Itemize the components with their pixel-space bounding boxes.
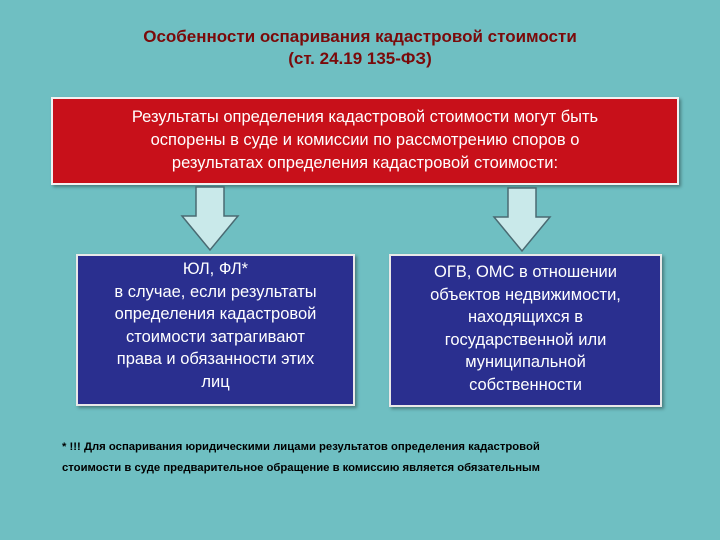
main-statement-line-3: результатах определения кадастровой стоимости: <box>171 154 559 172</box>
arrow-down-icon <box>492 187 552 253</box>
left-box-line-3: определения кадастровой <box>114 305 317 323</box>
left-box-line-4: стоимости затрагивают <box>126 327 305 346</box>
right-box-line-6: собственности <box>469 375 582 394</box>
arrow-down-icon <box>180 186 240 252</box>
page-title <box>60 26 660 70</box>
title-line-1: Особенности оспаривания кадастровой стоимости <box>143 27 577 46</box>
right-box-line-5: муниципальной <box>465 353 586 371</box>
right-box-line-3: находящихся в <box>467 308 584 326</box>
main-statement-line-2: оспорены в суде и комиссии по рассмотрению споров о <box>150 131 580 149</box>
main-statement-line-1: Результаты определения кадастровой стоимости могут быть <box>131 108 599 126</box>
footnote-line-1: * !!! Для оспаривания юридическими лицами результатов определения кадастровой <box>62 441 540 453</box>
left-box-line-5: права и обязанности этих <box>116 350 315 368</box>
left-box-line-1: ЮЛ, ФЛ* <box>182 260 249 278</box>
right-box-line-4: государственной или <box>444 330 607 349</box>
left-box-line-2: в случае, если результаты <box>114 282 317 301</box>
title-line-2: (ст. 24.19 135-ФЗ) <box>288 49 432 68</box>
footnote-line-2: стоимости в суде предварительное обращение в комиссию является обязательным <box>62 462 541 474</box>
right-box-line-1: ОГВ, ОМС в отношении <box>434 263 617 281</box>
state-municipal-bodies-box <box>389 254 662 407</box>
legal-physical-persons-box <box>76 254 355 406</box>
left-box-line-6: лиц <box>201 372 230 391</box>
footnote <box>62 437 672 479</box>
right-box-line-2: объектов недвижимости, <box>430 285 621 304</box>
main-statement-box <box>51 97 679 185</box>
